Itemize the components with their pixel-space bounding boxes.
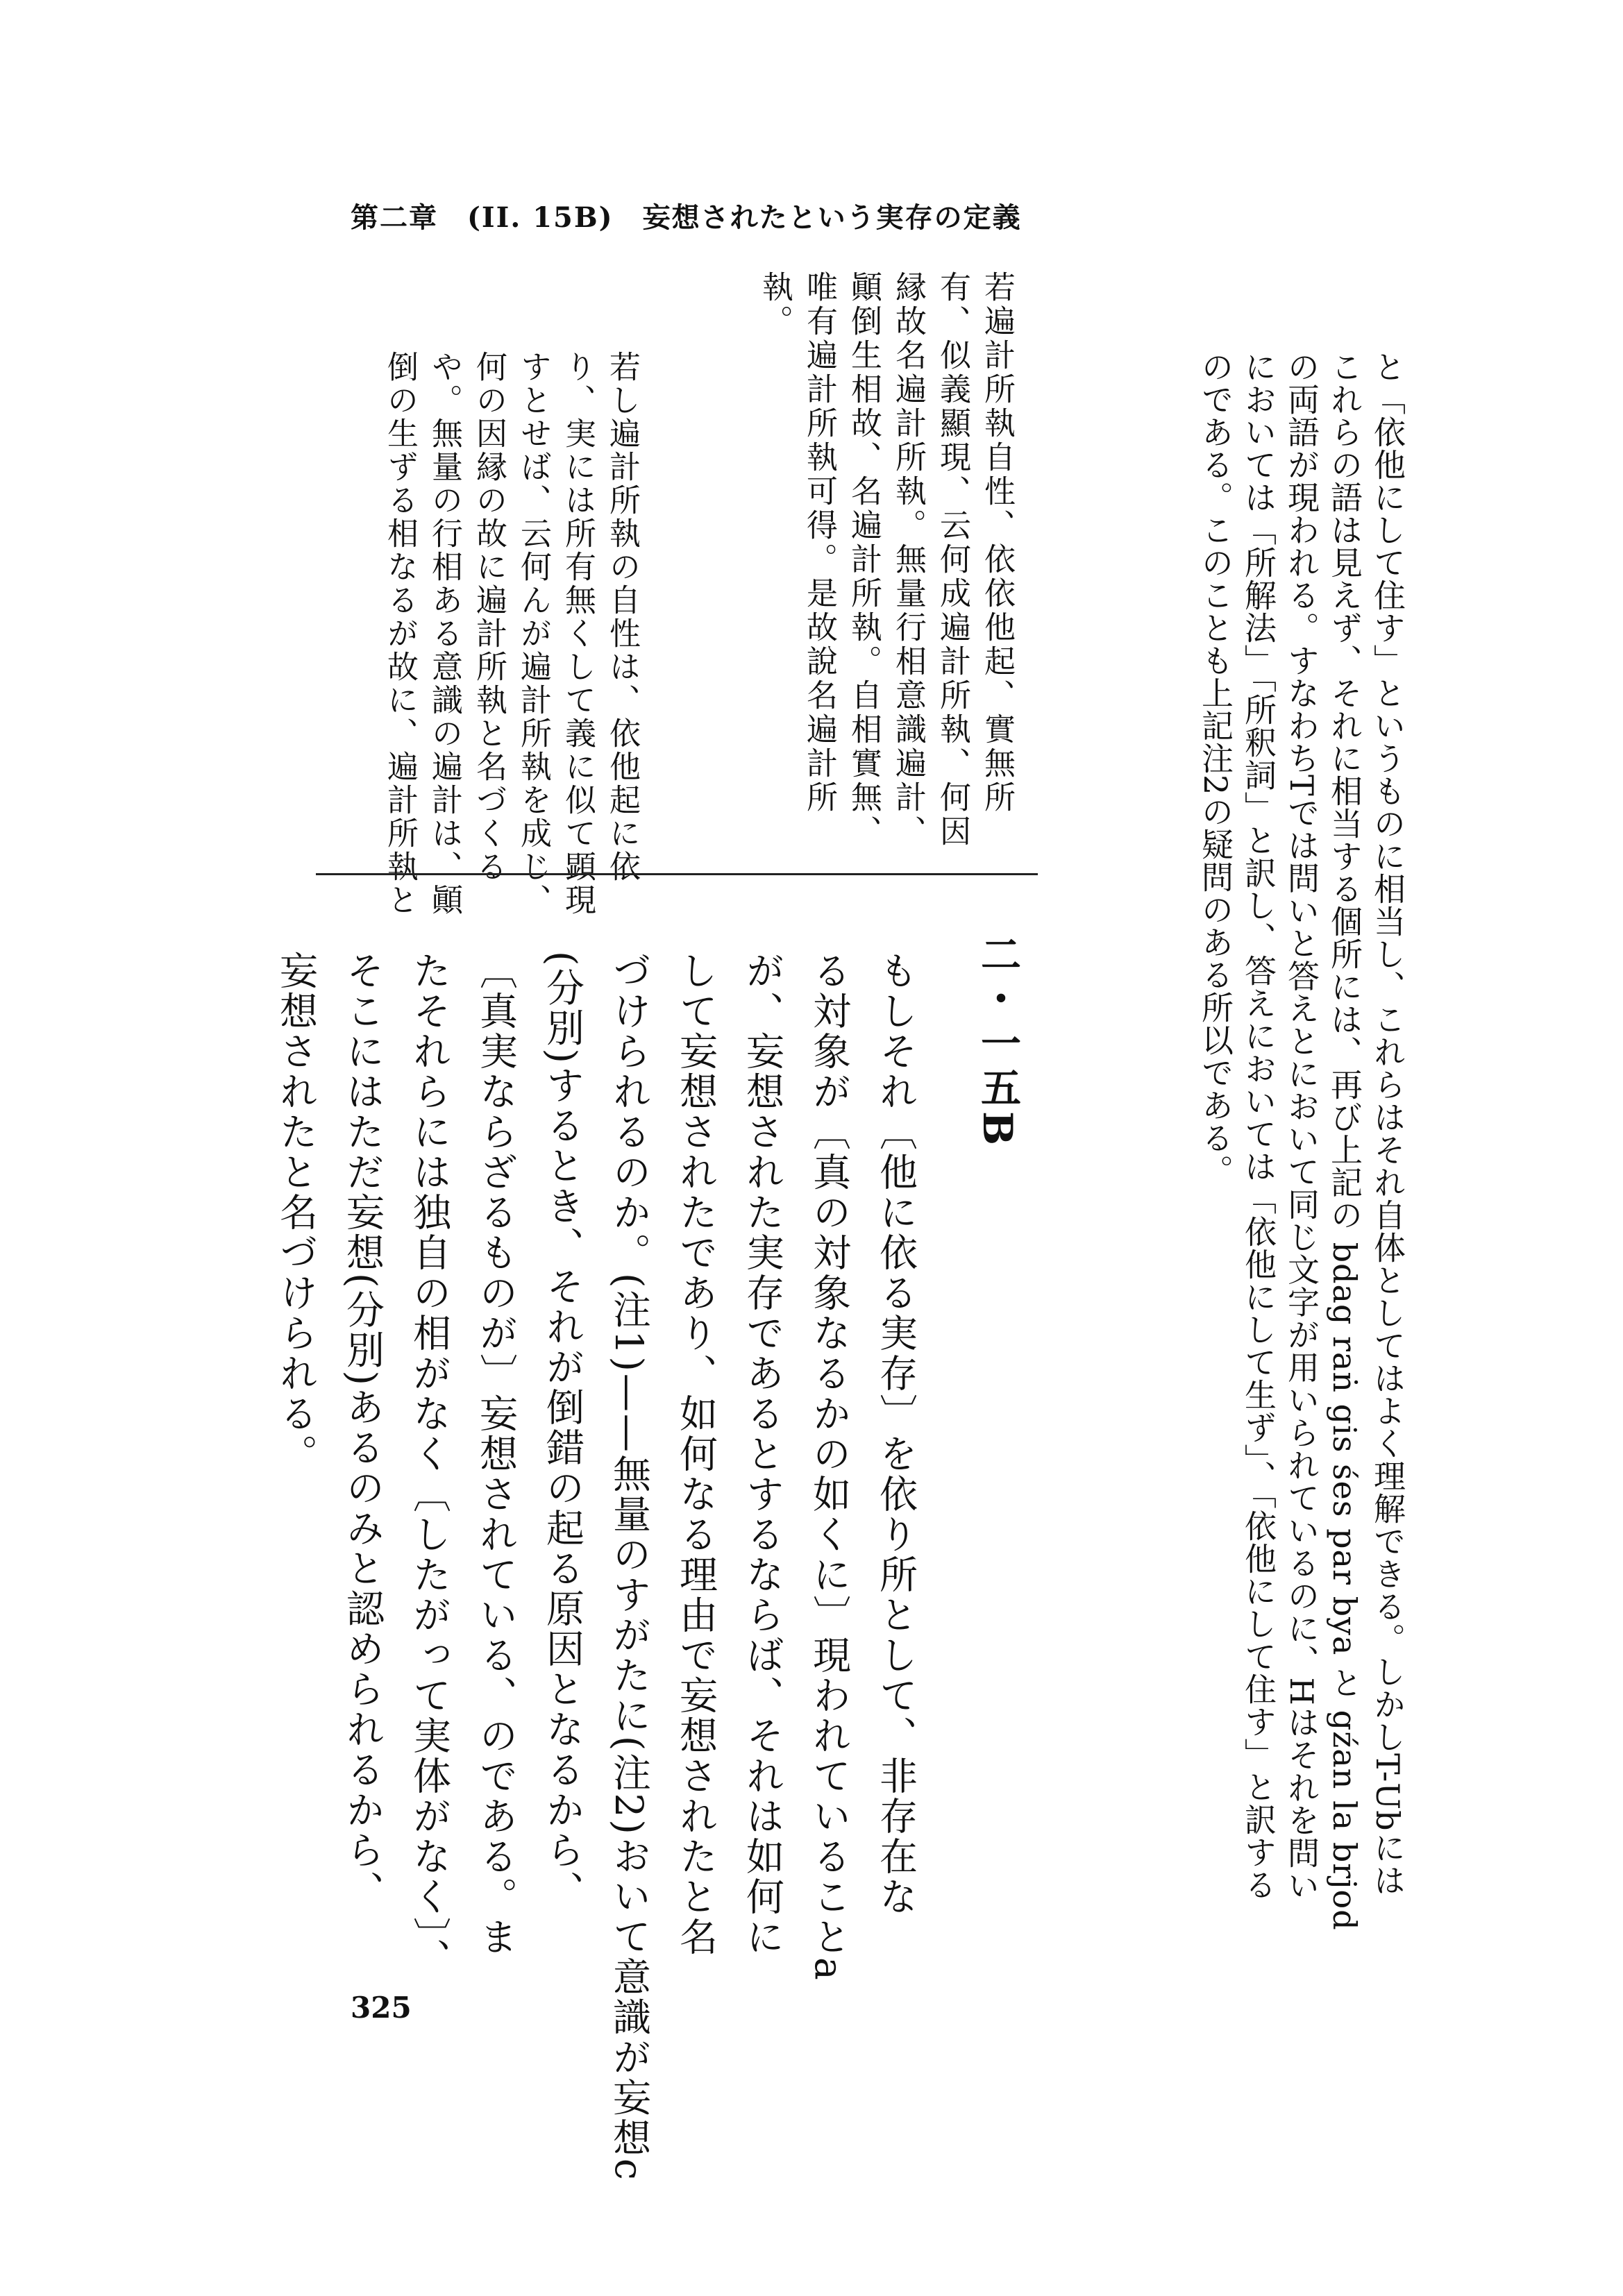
section-divider [316,873,1038,875]
commentary-line: 〔真実ならざるものが〕妄想されている、のである。ま [473,951,518,1957]
running-head: 第二章 (II. 15B) 妄想されたという実存の定義 [351,201,1022,234]
source-line: 執。 [757,271,793,339]
source-line: 有、似義顯現、云何成遍計所執、何因 [934,271,971,849]
source-line: 若遍計所執自性、依依他起、實無所 [979,271,1016,815]
note-line: においては「所解法」「所釈詞」と訳し、答えにおいては「依他にして生ず」、「依他にして住す」と訳する [1240,351,1277,1901]
translation-line: り、実には所有無くして義に似て顕現 [560,351,596,917]
footnote-continuation [1111,351,1409,1931]
commentary-line: が、妄想された実存であるとするならば、それは如何に [740,951,784,1957]
commentary-line: そこにはただ妄想(分別)あるのみと認められるから、 [340,951,385,1911]
source-translation [382,351,644,917]
commentary-line: 妄想されたと名づけられる。 [274,951,318,1474]
translation-line: 倒の生ずる相なるが故に、遍計所執と [382,351,419,917]
page-number: 325 [351,1991,412,2025]
note-line: のである。このことも上記注2の疑問のある所以である。 [1197,351,1234,1188]
source-line: 縁故名遍計所執。無量行相意識遍計、 [890,271,927,849]
classical-source-text [757,271,1019,864]
section-heading: 二・一五B [974,934,1021,1150]
commentary-line: して妄想されたであり、如何なる理由で妄想されたと名 [673,951,718,1957]
translation-line: 若し遍計所執の自性は、依他起に依 [604,351,641,884]
source-line: 唯有遍計所執可得。是故說名遍計所 [801,271,838,815]
commentary-line: (分別)するとき、それが倒錯の起る原因となるから、 [540,951,585,1911]
note-line: と「依他にして住す」というものに相当し、これらはそれ自体としてはよく理解できる。しかしT-Ubには [1369,351,1406,1897]
translation-line: や。無量の行相ある意識の遍計は、顚 [426,351,463,917]
source-line: 顚倒生相故、名遍計所執。自相實無、 [846,271,882,849]
note-line: の両語が現われる。すなわちTでは問いと答えとにおいて同じ文字が用いられているのに、Hはそれを問い [1283,351,1320,1902]
note-line: これらの語は見えず、それに相当する個所には、再び上記の bdag raṅ gis śes par bya と gźan la brjod [1326,351,1363,1931]
commentary-line: る対象が〔真の対象なるかの如くに〕現われていることa [807,951,851,1982]
translation-line: 何の因縁の故に遍計所執と名づくる [471,351,507,884]
commentary-line: たそれらには独自の相がなく〔したがって実体がなく〕、 [407,951,451,1979]
translation-line: すとせば、云何んが遍計所執を成じ、 [515,351,552,917]
commentary-line: づけられるのか。(注1)——無量のすがたに(注2)おいて意識が妄想c [607,951,651,2182]
commentary-line: もしそれ〔他に依る実存〕を依り所として、非存在な [873,951,918,1917]
